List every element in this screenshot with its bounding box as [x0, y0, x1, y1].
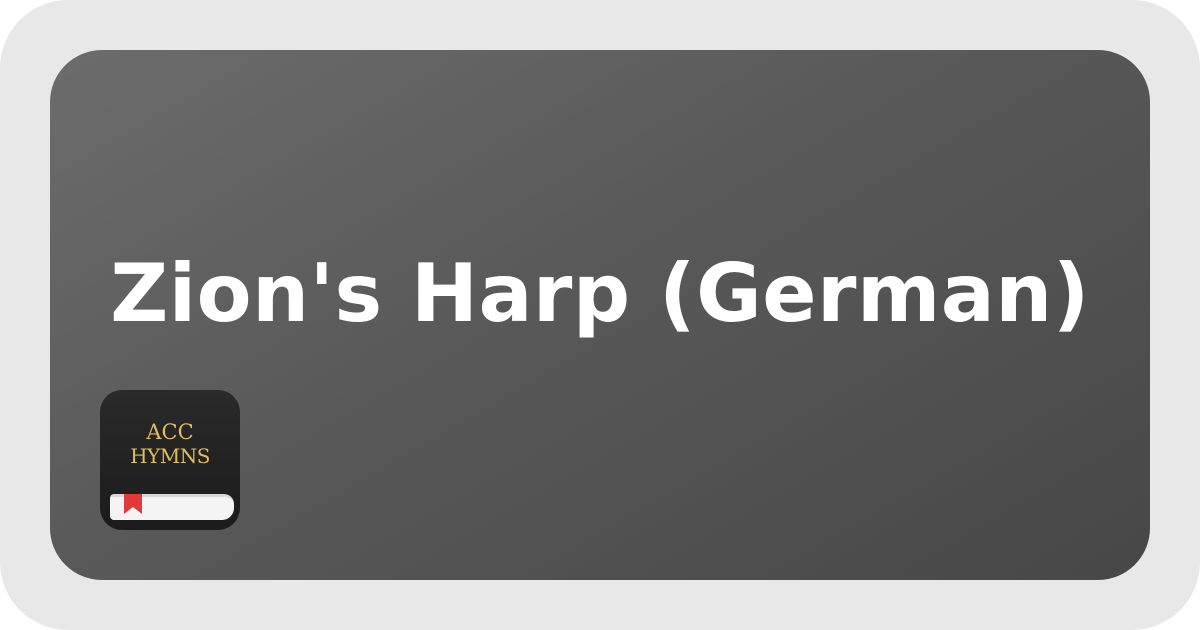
bookmark-icon [124, 494, 142, 514]
app-icon-label-line2: HYMNS [130, 444, 210, 468]
app-icon-label-line1: ACC [146, 420, 194, 444]
book-pages [110, 494, 234, 520]
acc-hymns-app-icon [100, 390, 240, 530]
title-card [50, 50, 1150, 580]
page-title: Zion's Harp (German) [110, 247, 1090, 340]
